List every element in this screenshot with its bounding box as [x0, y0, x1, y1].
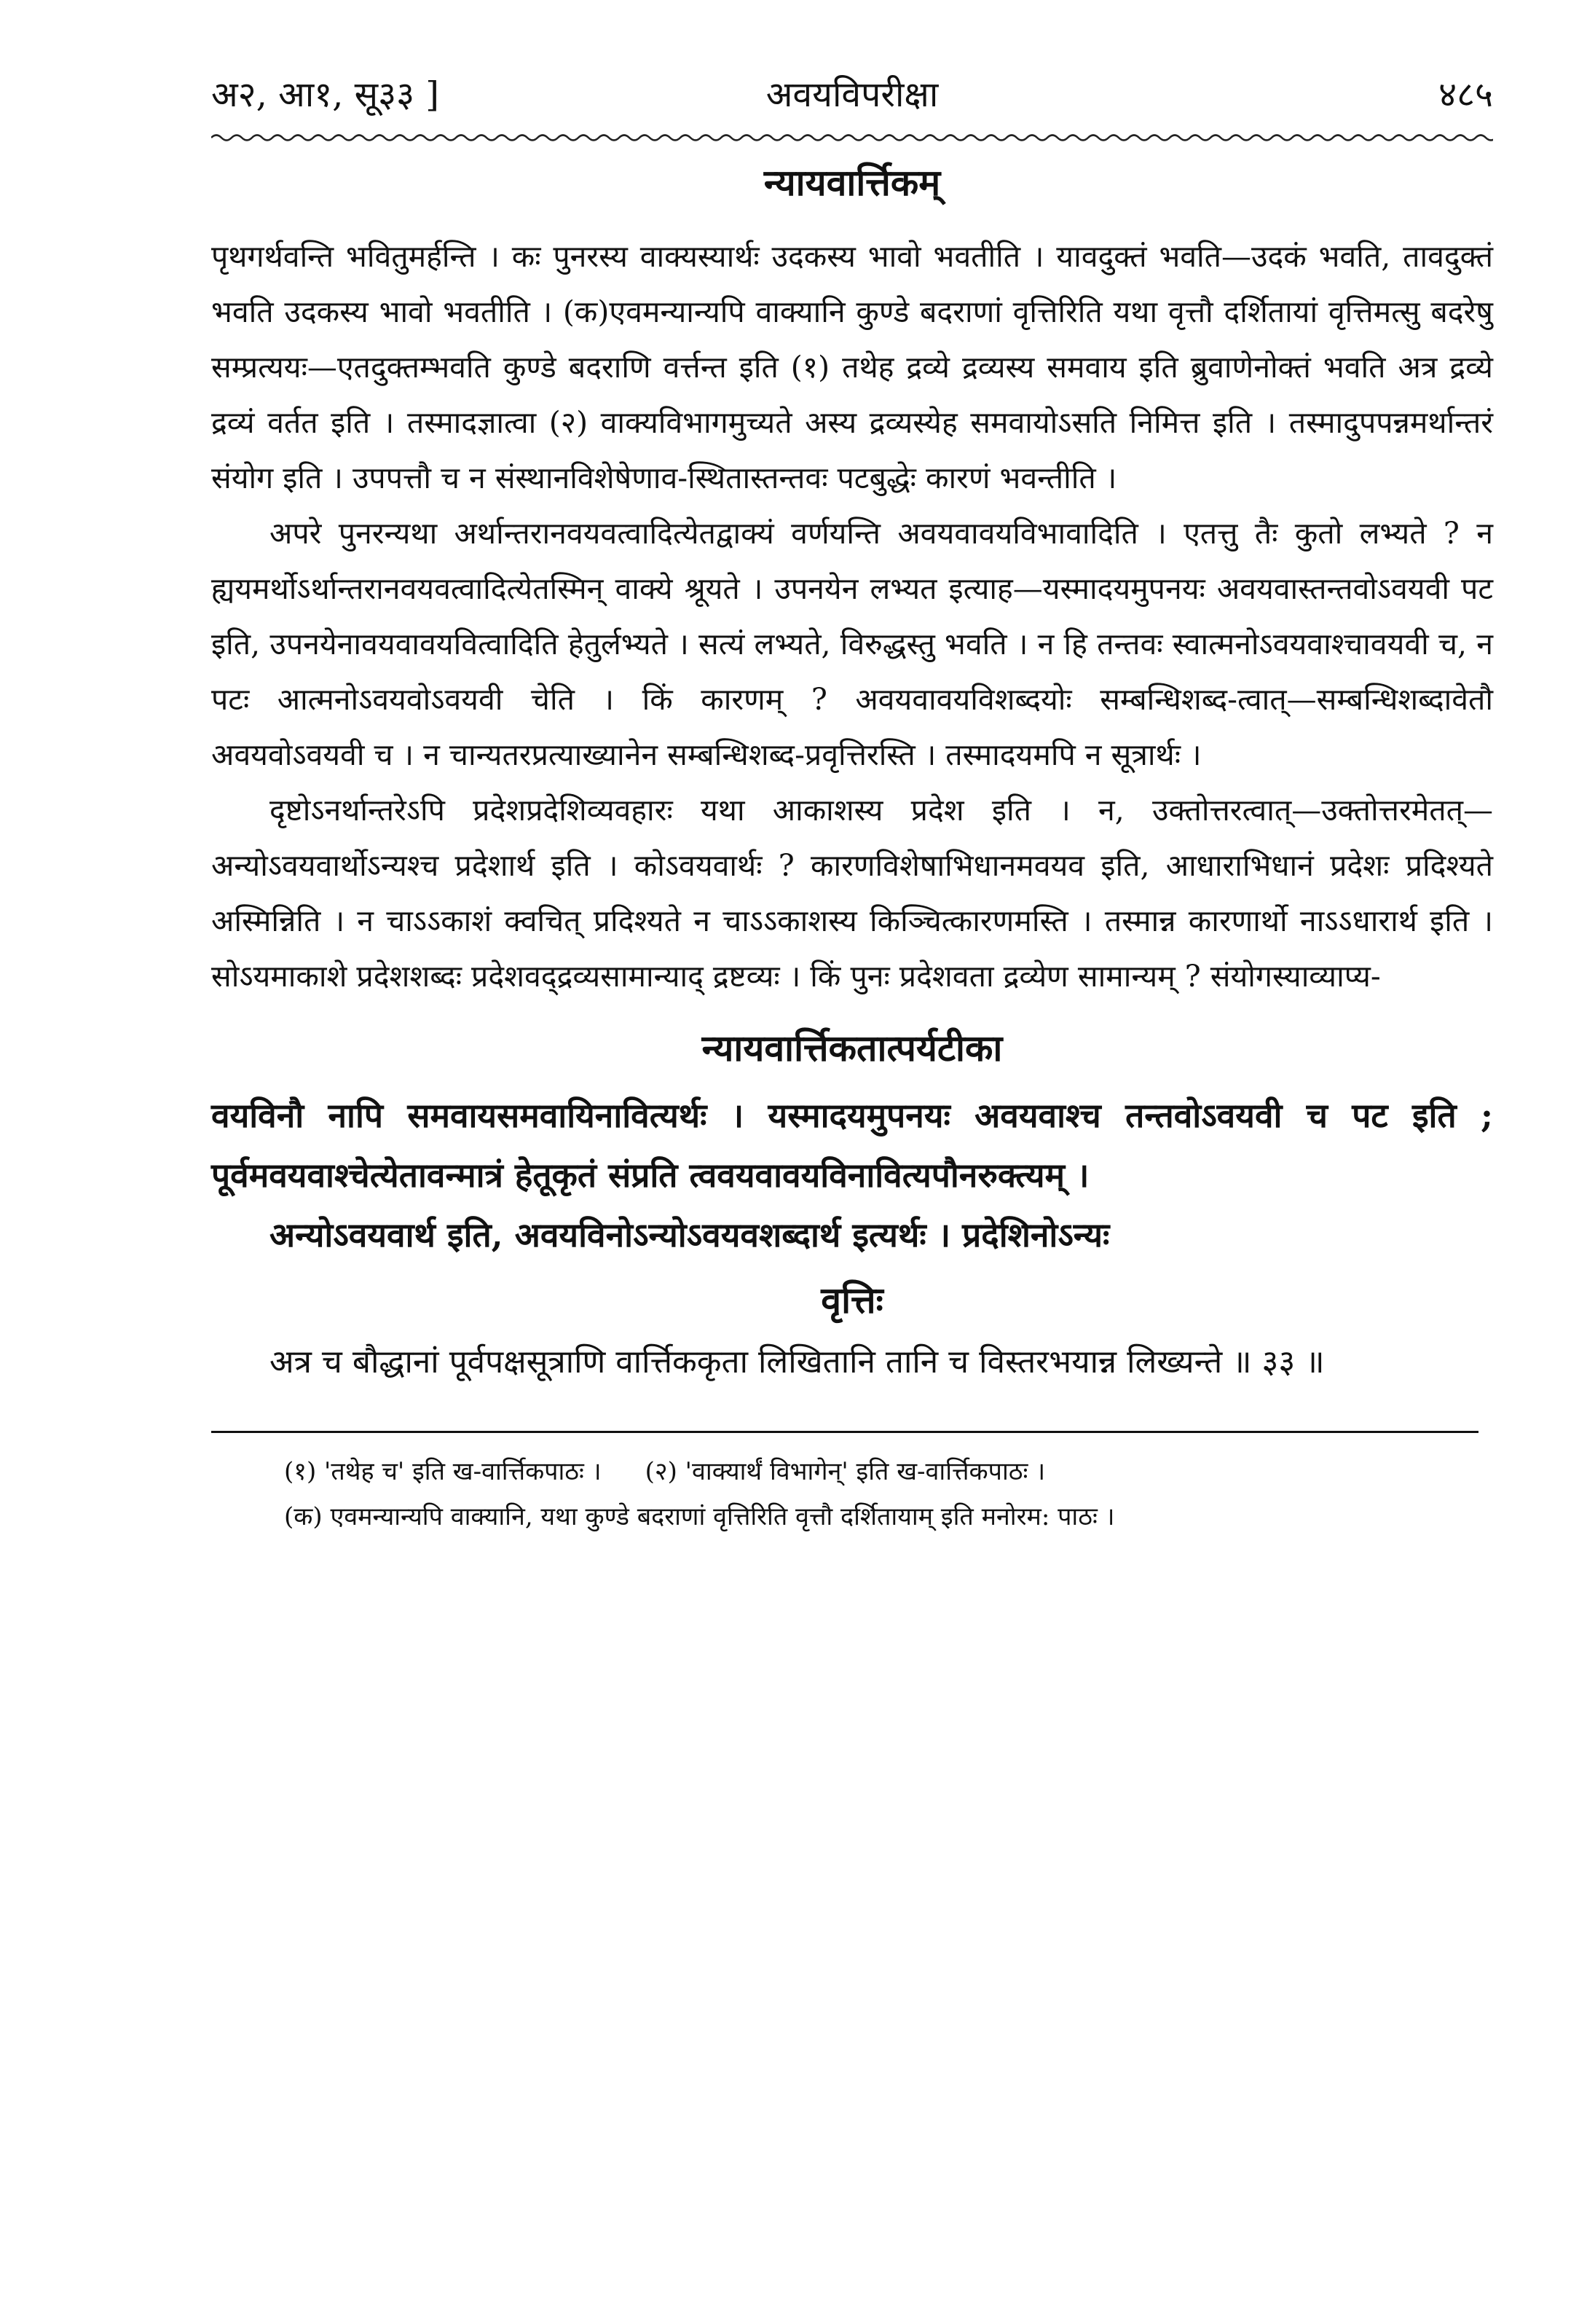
section-heading-tatparyatika: न्यायवार्त्तिकतात्पर्यटीका — [701, 1026, 1003, 1069]
page-number: ४८५ — [1438, 74, 1493, 115]
vritti-paragraph: अत्र च बौद्धानां पूर्वपक्षसूत्राणि वार्त्तिककृता लिखितानि तानि च विस्तरभयान्न लिख्यन्ते ॥ ३३ ॥ — [269, 1343, 1325, 1381]
footnote-line-2 — [211, 1494, 1493, 1539]
footnote-rule — [211, 1431, 1478, 1433]
section-heading-vritti: वृत्तिः — [821, 1279, 883, 1322]
tika-paragraph-2: अन्योऽवयवार्थ इति, अवयविनोऽन्योऽवयवशब्दार्थ इत्यर्थः । प्रदेशिनोऽन्यः — [269, 1215, 1110, 1255]
varttika-paragraph-2: अपरे पुनरन्यथा अर्थान्तरानवयवत्वादित्येतद्वाक्यं वर्णयन्ति अवयवावयविभावादिति । एतत्तु तैः कुतो लभ्यते ? न ह्ययमर्थोऽर्थान्तरानवयवत्वादित्येतस्मिन् वाक्ये श्रूयते । उपनयेन लभ्यत इत्याह—यस्मादयमुपनयः अवयवास्तन्तवोऽवयवी पट इति, उपनयेनावयवावयवित्वादिति हेतुर्लभ्यते । सत्यं लभ्यते, विरुद्धस्तु भवति । न हि तन्तवः स्वात्मनोऽवयवाश्चावयवी च, न पटः आत्मनोऽवयवोऽवयवी चेति । किं कारणम् ? अवयवावयविशब्दयोः सम्बन्धिशब्द-त्वात्—सम्बन्धिशब्दावेतौ अवयवोऽवयवी च । न चान्यतरप्रत्याख्यानेन सम्बन्धिशब्द-प्रवृत्तिरस्ति । तस्मादयमपि न सूत्रार्थः । — [211, 516, 1493, 772]
tika-paragraph-1: वयविनौ नापि समवायसमवायिनावित्यर्थः । यस्मादयमुपनयः अवयवाश्च तन्तवोऽवयवी च पट इति ; पूर्वमवयवाश्चेत्येतावन्मात्रं हेतूकृतं संप्रति त्ववयवावयविनावित्यपौनरुक्त्यम् । — [211, 1096, 1493, 1195]
varttika-paragraph-1: पृथगर्थवन्ति भवितुमर्हन्ति । कः पुनरस्य वाक्यस्यार्थः उदकस्य भावो भवतीति । यावदुक्तं भवति—उदकं भवति, तावदुक्तं भवति उदकस्य भावो भवतीति । (क)एवमन्यान्यपि वाक्यानि कुण्डे बदराणां वृत्तिरिति यथा वृत्तौ दर्शितायां वृत्तिमत्सु बदरेषु सम्प्रत्ययः—एतदुक्तम्भवति कुण्डे बदराणि वर्त्तन्त इति (१) तथेह द्रव्ये द्रव्यस्य समवाय इति ब्रुवाणेनोक्तं भवति अत्र द्रव्ये द्रव्यं वर्तत इति । तस्मादज्ञात्वा (२) वाक्यविभागमुच्यते अस्य द्रव्यस्येह समवायोऽसति निमित्त इति । तस्मादुपपन्नमर्थान्तरं संयोग इति । उपपत्तौ च न संस्थानविशेषेणाव-स्थितास्तन्तवः पटबुद्धेः कारणं भवन्तीति । — [211, 239, 1493, 495]
footnote-1: (१) 'तथेह च' इति ख-वार्त्तिकपाठः । — [284, 1457, 602, 1486]
section-heading-nyayavarttikam: न्यायवार्त्तिकम् — [763, 161, 941, 204]
varttika-paragraph-3: दृष्टोऽनर्थान्तरेऽपि प्रदेशप्रदेशिव्यवहारः यथा आकाशस्य प्रदेश इति । न, उक्तोत्तरत्वात्—उक्तोत्तरमेतत्—अन्योऽवयवार्थोऽन्यश्च प्रदेशार्थ इति । कोऽवयवार्थः ? कारणविशेषाभिधानमवयव इति, आधाराभिधानं प्रदेशः प्रदिश्यते अस्मिन्निति । न चाऽऽकाशं क्वचित् प्रदिश्यते न चाऽऽकाशस्य किञ्चित्कारणमस्ति । तस्मान्न कारणार्थो नाऽऽधारार्थ इति । सोऽयमाकाशे प्रदेशशब्दः प्रदेशवद्द्रव्यसामान्याद् द्रष्टव्यः । किं पुनः प्रदेशवता द्रव्येण सामान्यम् ? संयोगस्याव्याप्य- — [211, 793, 1493, 994]
wavy-rule-divider — [211, 131, 1493, 144]
footnote-line-1 — [211, 1449, 1493, 1494]
book-page — [211, 66, 1493, 1539]
footnote-2: (२) 'वाक्यार्थं विभागेन्' इति ख-वार्त्तिकपाठः । — [645, 1457, 1046, 1486]
running-head — [211, 66, 1493, 124]
footnote-ka: (क) एवमन्यान्यपि वाक्यानि, यथा कुण्डे बदराणां वृत्तिरिति वृत्तौ दर्शितायाम् इति मनोरम: पाठः । — [284, 1502, 1115, 1531]
chapter-reference: अ२, आ१, सू३३ ] — [211, 74, 440, 115]
running-title: अवयविपरीक्षा — [765, 74, 939, 115]
